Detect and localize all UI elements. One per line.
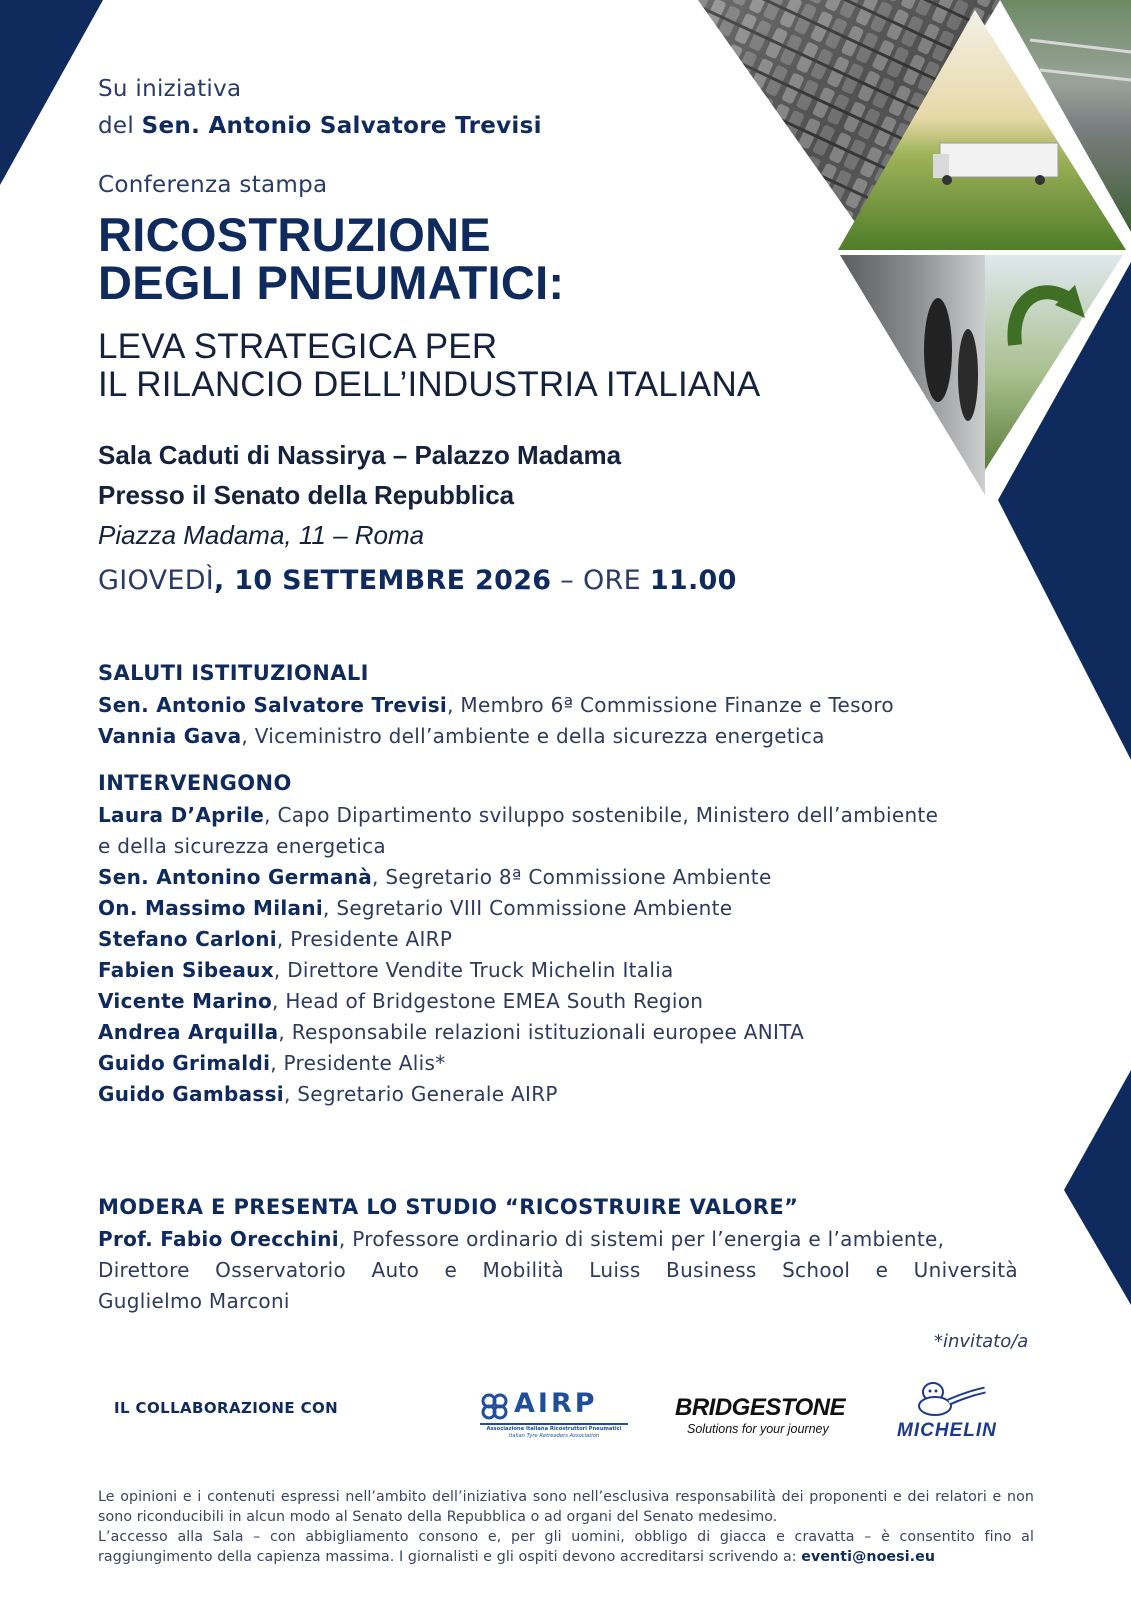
speaker-name: On. Massimo Milani bbox=[98, 896, 324, 920]
date-sep: – ORE bbox=[551, 565, 650, 596]
venue-line2: Presso il Senato della Repubblica bbox=[98, 480, 515, 510]
invited-note: *invitato/a bbox=[934, 1331, 1029, 1352]
speaker-name: Sen. Antonio Salvatore Trevisi bbox=[98, 693, 448, 717]
list-item bbox=[98, 924, 938, 955]
list-item bbox=[98, 862, 938, 893]
disclaimer bbox=[98, 1487, 1034, 1567]
initiative-line1: Su iniziativa bbox=[98, 76, 242, 102]
airp-tagline1: Associazione Italiana Ricostruttori Pneumatici bbox=[486, 1426, 622, 1432]
bridgestone-name: BRIDGESTONE bbox=[675, 1394, 846, 1421]
michelin-name: MICHELIN bbox=[897, 1420, 997, 1441]
speaker-role: , Responsabile relazioni istituzionali europee ANITA bbox=[278, 1020, 805, 1044]
page-title bbox=[98, 208, 565, 309]
speaker-name: Laura D’Aprile bbox=[98, 803, 265, 827]
moderator-role-line2: Direttore Osservatorio Auto e Mobilità Luiss Business School e Università bbox=[98, 1258, 1018, 1282]
speaker-role: , Viceministro dell’ambiente e della sicurezza energetica bbox=[241, 724, 825, 748]
speaker-role: , Presidente Alis* bbox=[270, 1051, 446, 1075]
moderator-role-line3: Guglielmo Marconi bbox=[98, 1289, 290, 1313]
venue-line1: Sala Caduti di Nassirya – Palazzo Madama bbox=[98, 440, 622, 470]
bridgestone-tagline: Solutions for your journey bbox=[687, 1422, 829, 1436]
truck-wheels-photo bbox=[840, 255, 985, 495]
moderator-role-line1: , Professore ordinario di sistemi per l’energia e l’ambiente, bbox=[338, 1227, 945, 1251]
speaker-name: Vannia Gava bbox=[98, 724, 242, 748]
greetings-heading: SALUTI ISTITUZIONALI bbox=[98, 661, 369, 685]
speaker-name: Vicente Marino bbox=[98, 989, 273, 1013]
list-item bbox=[98, 1079, 938, 1110]
greetings-list bbox=[98, 690, 894, 752]
list-item bbox=[98, 690, 894, 721]
list-item bbox=[98, 800, 938, 831]
page-subtitle bbox=[98, 328, 760, 404]
collaboration-label: IL COLLABORAZIONE CON bbox=[114, 1399, 339, 1417]
airp-symbol bbox=[480, 1392, 510, 1422]
speakers-list bbox=[98, 800, 938, 1110]
speaker-role: , Segretario VIII Commissione Ambiente bbox=[323, 896, 733, 920]
list-item-continued: e della sicurezza energetica bbox=[98, 834, 386, 858]
list-item bbox=[98, 986, 938, 1017]
speakers-heading: INTERVENGONO bbox=[98, 771, 292, 795]
speaker-name: Andrea Arquilla bbox=[98, 1020, 279, 1044]
initiative-line2 bbox=[98, 113, 542, 139]
airp-logo bbox=[480, 1390, 628, 1438]
speaker-role: , Segretario 8ª Commissione Ambiente bbox=[372, 865, 772, 889]
bridgestone-logo bbox=[675, 1394, 850, 1440]
contact-email[interactable]: eventi@noesi.eu bbox=[801, 1549, 936, 1565]
title-line2: DEGLI PNEUMATICI: bbox=[98, 256, 565, 309]
list-item bbox=[98, 893, 938, 924]
moderator-block bbox=[98, 1224, 1018, 1317]
speaker-role: , Head of Bridgestone EMEA South Region bbox=[272, 989, 704, 1013]
airp-tagline2: Italian Tyre Retreaders Association bbox=[508, 1433, 600, 1439]
list-item bbox=[98, 1017, 938, 1048]
speaker-role: , Segretario Generale AIRP bbox=[283, 1082, 558, 1106]
time-value: 11.00 bbox=[649, 565, 737, 596]
michelin-logo bbox=[893, 1382, 1008, 1440]
initiative-prefix: del bbox=[98, 113, 142, 139]
speaker-name: Stefano Carloni bbox=[98, 927, 277, 951]
date-value: , 10 SETTEMBRE 2026 bbox=[214, 565, 552, 596]
airp-name: AIRP bbox=[514, 1388, 598, 1419]
airp-underline bbox=[480, 1423, 628, 1425]
date-time bbox=[98, 565, 737, 596]
moderator-name: Prof. Fabio Orecchini bbox=[98, 1227, 339, 1251]
list-item bbox=[98, 1048, 938, 1079]
speaker-role: , Presidente AIRP bbox=[276, 927, 453, 951]
list-item bbox=[98, 955, 938, 986]
speaker-name: Guido Grimaldi bbox=[98, 1051, 271, 1075]
disclaimer-access: L’accesso alla Sala – con abbigliamento consono e, per gli uomini, obbligo di giacca e cravatta – è consentito fino al raggiungimento della capienza massima. I giornalisti e gli ospiti devono accreditarsi scrivendo a: bbox=[98, 1529, 1034, 1565]
speaker-role: , Capo Dipartimento sviluppo sostenibile, Ministero dell’ambiente bbox=[264, 803, 939, 827]
moderator-line1 bbox=[98, 1224, 1018, 1255]
initiative-name: Sen. Antonio Salvatore Trevisi bbox=[141, 113, 542, 139]
title-line1: RICOSTRUZIONE bbox=[98, 208, 491, 261]
venue-block bbox=[98, 435, 621, 555]
speaker-name: Fabien Sibeaux bbox=[98, 958, 274, 982]
michelin-man-icon bbox=[905, 1382, 1005, 1418]
subtitle-line2: IL RILANCIO DELL’INDUSTRIA ITALIANA bbox=[98, 365, 761, 404]
speaker-name: Sen. Antonino Germanà bbox=[98, 865, 373, 889]
speaker-name: Guido Gambassi bbox=[98, 1082, 284, 1106]
moderator-heading: MODERA E PRESENTA LO STUDIO “RICOSTRUIRE VALORE” bbox=[98, 1195, 799, 1219]
disclaimer-line2 bbox=[98, 1527, 1034, 1567]
speaker-role: , Direttore Vendite Truck Michelin Italia bbox=[273, 958, 674, 982]
subtitle-line1: LEVA STRATEGICA PER bbox=[98, 327, 498, 366]
list-item bbox=[98, 721, 894, 752]
venue-address: Piazza Madama, 11 – Roma bbox=[98, 520, 425, 550]
date-day: GIOVEDÌ bbox=[98, 565, 215, 596]
speaker-role: , Membro 6ª Commissione Finanze e Tesoro bbox=[447, 693, 894, 717]
disclaimer-line1: Le opinioni e i contenuti espressi nell’ambito dell’iniziativa sono nell’esclusiva responsabilità dei proponenti e dei relatori e non sono riconducibili in alcun modo al Senato della Repubblica o ad organi del Senato medesimo. bbox=[98, 1489, 1034, 1525]
event-type: Conferenza stampa bbox=[98, 172, 328, 198]
